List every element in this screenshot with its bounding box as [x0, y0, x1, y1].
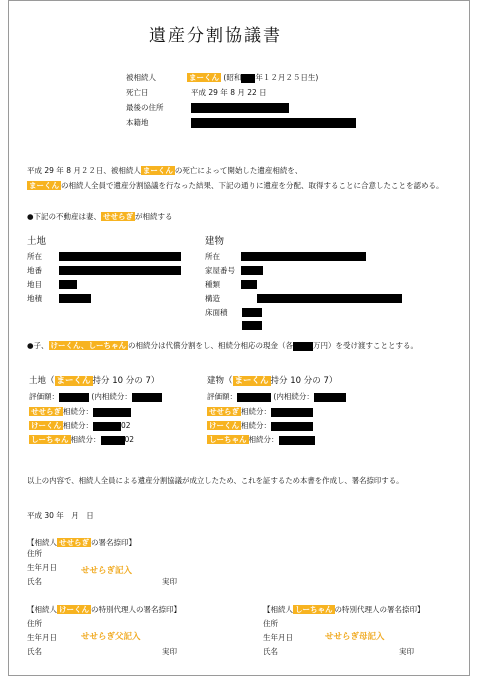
redaction-bar — [93, 408, 131, 417]
document-page — [8, 0, 470, 676]
land-heir-row — [29, 407, 131, 417]
seal-label: 実印 — [162, 577, 177, 586]
redaction-bar — [93, 422, 121, 431]
intro-line-1 — [27, 166, 302, 176]
building-heir-row — [207, 407, 313, 417]
address-label: 住所 — [27, 619, 42, 628]
decedent-name: まーくん — [189, 73, 219, 82]
redaction-bar — [242, 308, 262, 317]
heading-text: の特別代理人の署名捺印】 — [91, 605, 181, 614]
heading-text: の署名捺印】 — [91, 538, 136, 547]
handwritten-signature: せせらぎ記入 — [81, 566, 133, 576]
name-label: 氏名 — [27, 647, 42, 656]
redaction-bar — [59, 393, 89, 402]
share-label: 相続分： — [248, 435, 279, 444]
share-label: 相続分： — [63, 421, 93, 430]
share-label: 相続分： — [70, 435, 101, 444]
redaction-bar — [293, 342, 313, 351]
building-heir-row — [207, 435, 315, 445]
building-row-label: 家屋番号 — [205, 266, 235, 275]
heir-name: せせらぎ — [59, 538, 89, 547]
within-label: (内相続分： — [273, 392, 314, 401]
intro-text: 平成 29 年 8 月２２日、被相続人 — [27, 166, 141, 175]
valuation-label: 評価額： — [207, 392, 237, 401]
building-row-label: 所在 — [205, 252, 220, 261]
domicile-label: 本籍地 — [126, 118, 149, 127]
land-row-label: 地目 — [27, 280, 42, 289]
decedent-name: まーくん — [142, 166, 173, 175]
land-heir-row — [29, 435, 134, 445]
last-address-label: 最後の住所 — [126, 103, 164, 112]
compensation-lead — [27, 341, 418, 351]
redaction-bar — [237, 393, 271, 402]
share-label: 相続分： — [241, 407, 271, 416]
redaction-bar — [101, 436, 125, 445]
decedent-name: まーくん — [56, 376, 91, 386]
building-row-label: 床面積 — [205, 308, 228, 317]
redaction-bar — [59, 252, 181, 261]
heading-text: の特別代理人の署名捺印】 — [334, 605, 425, 614]
redaction-bar — [271, 408, 313, 417]
heading-text: 持分 10 分の 7） — [270, 376, 338, 386]
redaction-bar — [279, 436, 315, 445]
heir-name: しーちゃん — [295, 605, 333, 614]
building-valuation — [207, 392, 346, 402]
decedent-label: 被相続人 — [126, 73, 156, 82]
heading-text: 持分 10 分の 7） — [92, 376, 160, 386]
decedent-name: まーくん — [29, 181, 59, 190]
share-suffix: 02 — [121, 421, 131, 430]
redaction-bar — [59, 280, 77, 289]
redaction-bar — [271, 422, 313, 431]
death-label: 死亡日 — [126, 88, 149, 97]
redaction-bar — [241, 252, 366, 261]
heading-text: 【相続人 — [263, 605, 293, 614]
heir-name: せせらぎ — [31, 407, 61, 416]
seal-label: 実印 — [162, 647, 177, 656]
signature-heading — [27, 605, 181, 615]
closing-statement: 以上の内容で、相続人全員による遺産分割協議が成立したため、これを証するため本書を作成し、署名捺印する。 — [27, 476, 404, 485]
redaction-bar — [242, 321, 262, 330]
building-heading: 建物 — [205, 236, 225, 247]
address-label: 住所 — [263, 619, 278, 628]
lead-text: の相続分は代償分割をし、相続分相応の現金（各 — [128, 341, 293, 350]
lead-text: が相続する — [135, 212, 173, 221]
land-row-label: 地番 — [27, 266, 42, 275]
redaction-bar — [59, 266, 181, 275]
land-heading: 土地 — [27, 236, 47, 247]
birth-label: 生年月日 — [27, 633, 57, 642]
redaction-bar — [132, 393, 162, 402]
within-label: (内相続分： — [91, 392, 132, 401]
heading-text: 【相続人 — [27, 605, 57, 614]
heir-name: せせらぎ — [103, 212, 134, 221]
redaction-bar — [59, 294, 91, 303]
seal-label: 実印 — [399, 647, 414, 656]
heir-name: しーちゃん — [209, 435, 247, 444]
date-line: 平成 30 年 月 日 — [27, 511, 94, 520]
heir-name: けーくん — [209, 421, 239, 430]
heir-name: けーくん — [31, 421, 61, 430]
land-row-label: 所在 — [27, 252, 42, 261]
building-row-label: 構造 — [205, 294, 220, 303]
heading-text: 【相続人 — [27, 538, 57, 547]
share-label: 相続分： — [241, 421, 271, 430]
intro-text: の死亡によって開始した遺産相続を、 — [174, 166, 303, 175]
intro-text: の相続人全員で遺産分割協議を行なった結果、下記の通りに遺産を分配、取得することに合意したことを認める。 — [61, 181, 444, 190]
heading-text: 土地（ — [29, 376, 55, 386]
signature-heading — [263, 605, 425, 615]
building-heir-row — [207, 421, 313, 431]
heir-names: けーくん、しーちゃん — [50, 341, 126, 350]
building-row-label: 種類 — [205, 280, 220, 289]
land-valuation — [29, 392, 162, 402]
heir-name: せせらぎ — [209, 407, 239, 416]
lead-text: 万円）を受け渡すこととする。 — [313, 341, 418, 350]
land-row-label: 地積 — [27, 294, 42, 303]
valuation-label: 評価額： — [29, 392, 59, 401]
lead-text: ●子、 — [27, 341, 49, 350]
birth-prefix: (昭和 — [223, 73, 242, 82]
redaction-bar — [191, 118, 356, 128]
redaction-bar — [257, 294, 402, 303]
redaction-bar — [191, 103, 289, 113]
address-label: 住所 — [27, 549, 42, 558]
land-share-heading — [29, 376, 159, 386]
heading-text: 建物（ — [207, 376, 233, 386]
name-label: 氏名 — [263, 647, 278, 656]
handwritten-signature: せせらぎ母記入 — [325, 632, 385, 642]
name-label: 氏名 — [27, 577, 42, 586]
birth-label: 生年月日 — [27, 563, 57, 572]
heir-name: けーくん — [59, 605, 89, 614]
heir-name: しーちゃん — [31, 435, 69, 444]
redaction-bar — [241, 280, 257, 289]
redaction-bar — [314, 393, 346, 402]
lead-text: ●下記の不動産は妻、 — [27, 212, 102, 221]
realestate-lead — [27, 212, 173, 222]
share-label: 相続分： — [63, 407, 93, 416]
building-share-heading — [207, 376, 337, 386]
redaction-bar — [241, 74, 255, 83]
handwritten-signature: せせらぎ父記入 — [81, 632, 141, 642]
decedent-name: まーくん — [234, 376, 269, 386]
redaction-bar — [241, 266, 263, 275]
share-suffix: 02 — [124, 435, 135, 444]
decedent-line — [187, 73, 318, 83]
intro-line-2 — [27, 181, 444, 191]
birth-suffix: 年１２月２５日生) — [255, 73, 319, 82]
signature-heading — [27, 538, 136, 548]
death-date: 平成 29 年 8 月 22 日 — [191, 88, 267, 97]
birth-label: 生年月日 — [263, 633, 293, 642]
document-title: 遺産分割協議書 — [149, 26, 282, 46]
land-heir-row — [29, 421, 131, 431]
